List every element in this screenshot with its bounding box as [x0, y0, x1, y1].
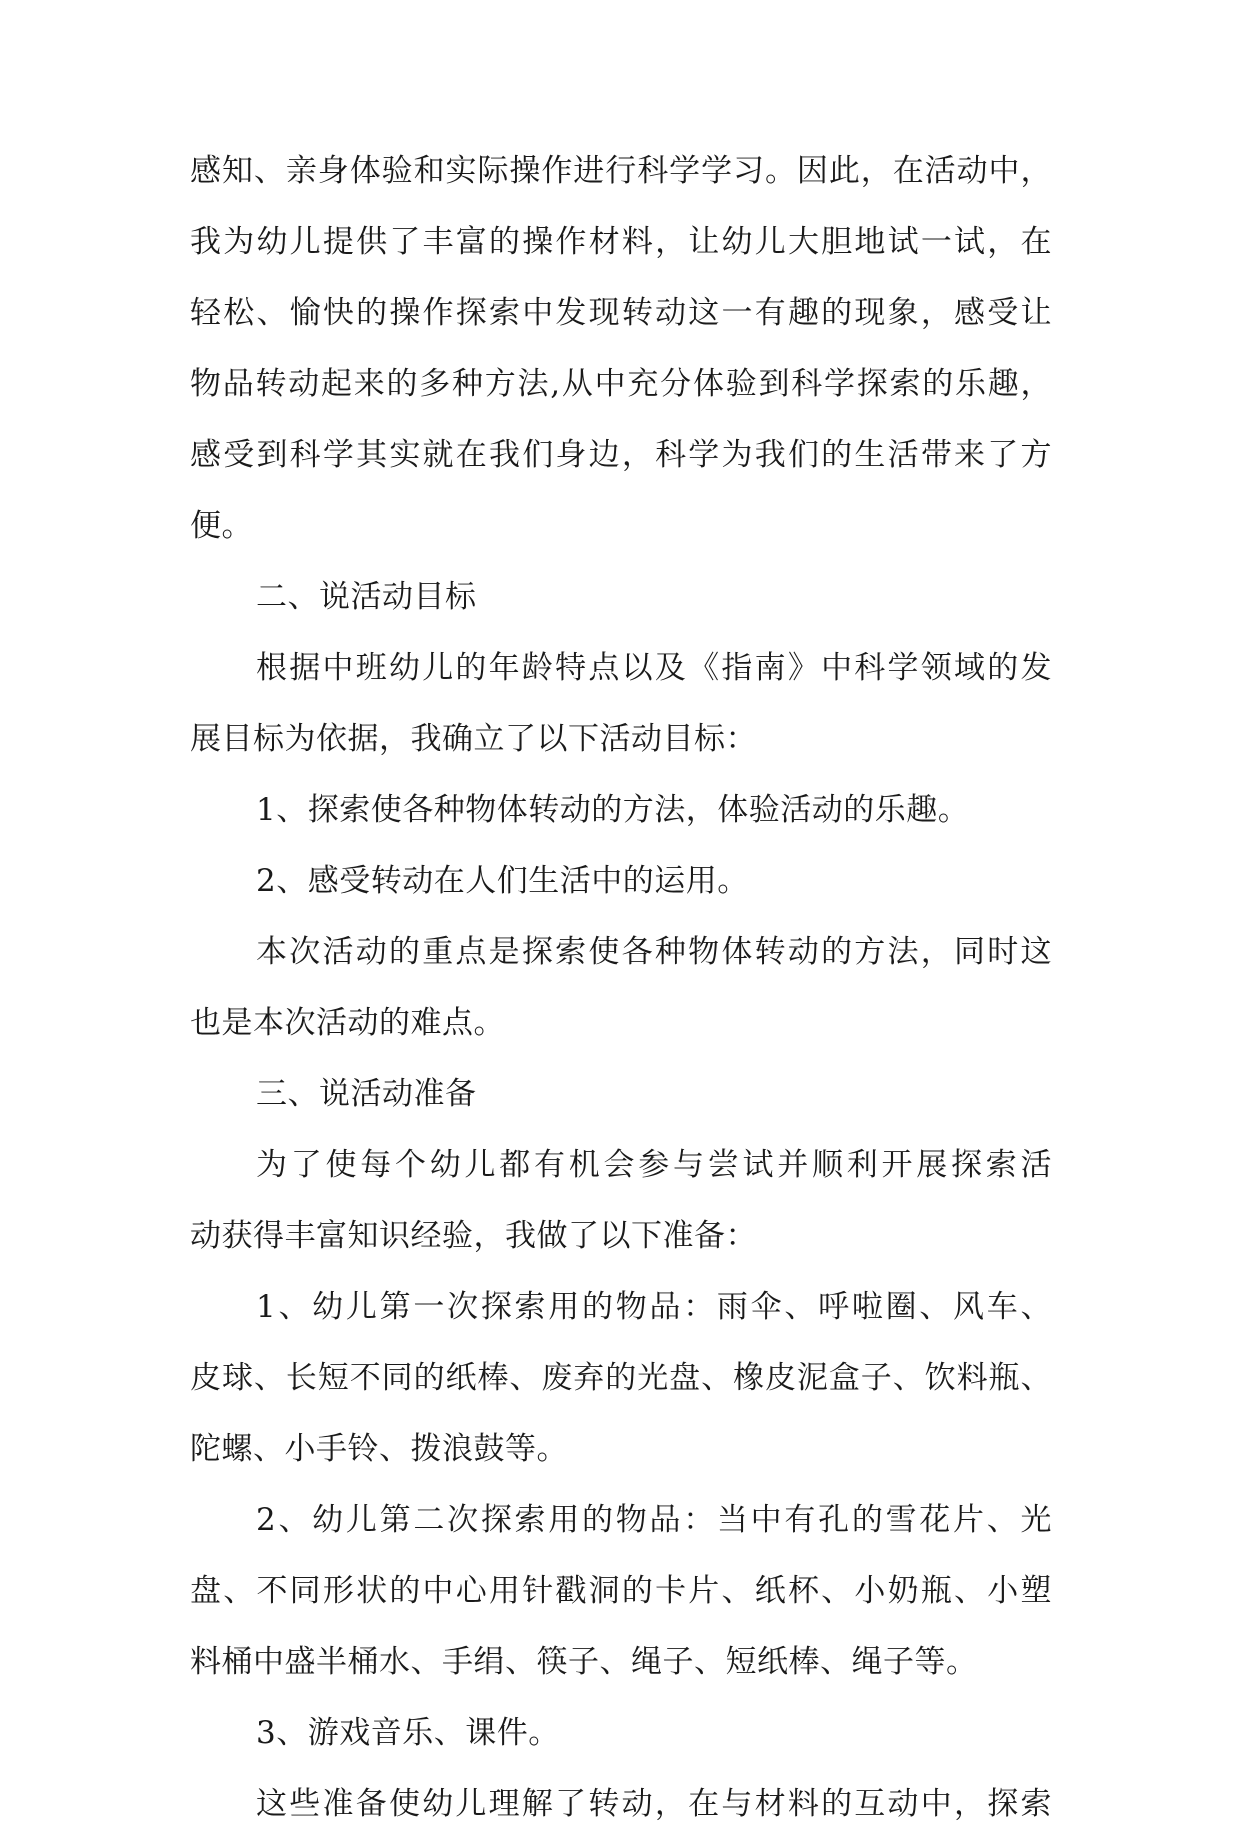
- text-line: 皮球、长短不同的纸棒、废弃的光盘、橡皮泥盒子、饮料瓶、: [190, 1360, 1052, 1396]
- text-line: 轻松、愉快的操作探索中发现转动这一有趣的现象，感受让: [190, 295, 1052, 331]
- text-line: 为了使每个幼儿都有机会参与尝试并顺利开展探索活: [256, 1147, 1052, 1183]
- text-line: 动获得丰富知识经验，我做了以下准备：: [190, 1218, 757, 1254]
- text-line: 根据中班幼儿的年龄特点以及《指南》中科学领域的发: [256, 650, 1052, 686]
- text-line: 3、游戏音乐、课件。: [256, 1715, 560, 1751]
- list-item: 1、探索使各种物体转动的方法，体验活动的乐趣。: [256, 792, 970, 828]
- text-line: 本次活动的重点是探索使各种物体转动的方法，同时这: [256, 934, 1052, 970]
- text-line: 我为幼儿提供了丰富的操作材料，让幼儿大胆地试一试，在: [190, 224, 1052, 260]
- list-item: 1、幼儿第一次探索用的物品：雨伞、呼啦圈、风车、: [256, 1289, 1052, 1325]
- section-heading: 三、说活动准备: [256, 1076, 477, 1112]
- text-line: 料桶中盛半桶水、手绢、筷子、绳子、短纸棒、绳子等。: [190, 1644, 978, 1680]
- list-item: 2、幼儿第二次探索用的物品：当中有孔的雪花片、光: [256, 1502, 1052, 1538]
- text-line: 这些准备使幼儿理解了转动，在与材料的互动中，探索: [256, 1786, 1052, 1822]
- list-item: 2、感受转动在人们生活中的运用。: [256, 863, 749, 899]
- text-line: 展目标为依据，我确立了以下活动目标：: [190, 721, 757, 757]
- section-heading: 二、说活动目标: [256, 579, 477, 615]
- text-line: 感知、亲身体验和实际操作进行科学学习。因此，在活动中，: [190, 153, 1052, 189]
- text-line: 感受到科学其实就在我们身边，科学为我们的生活带来了方: [190, 437, 1052, 473]
- text-line: 也是本次活动的难点。: [190, 1005, 505, 1041]
- text-line: 物品转动起来的多种方法,从中充分体验到科学探索的乐趣，: [190, 366, 1052, 402]
- text-line: 盘、不同形状的中心用针戳洞的卡片、纸杯、小奶瓶、小塑: [190, 1573, 1052, 1609]
- text-line: 陀螺、小手铃、拨浪鼓等。: [190, 1431, 568, 1467]
- text-line: 便。: [190, 508, 253, 544]
